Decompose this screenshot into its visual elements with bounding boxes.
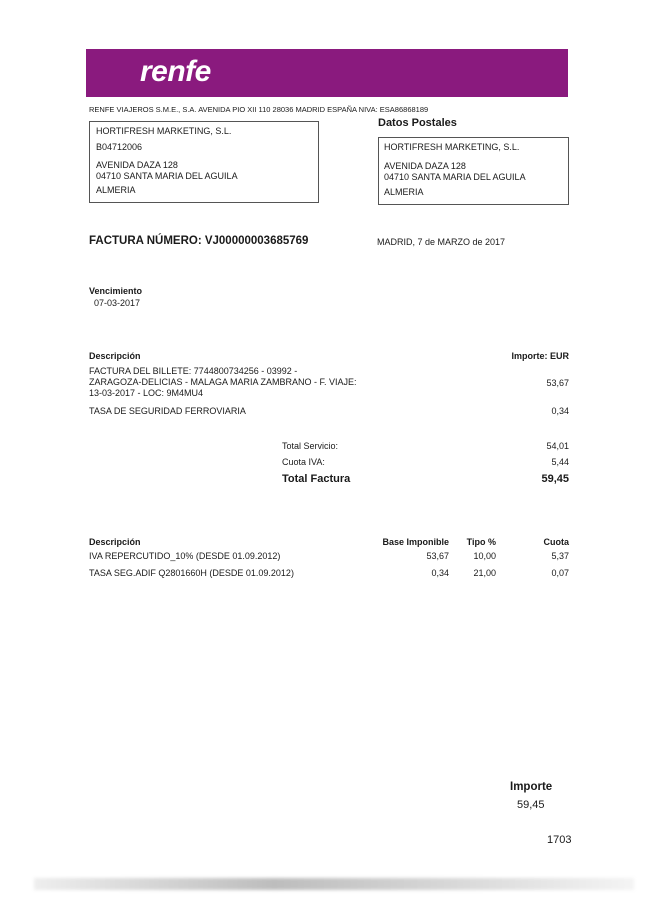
scan-bottom-strip (34, 878, 634, 890)
tax-row-rate: 21,00 (473, 568, 496, 578)
tax-quota-header: Cuota (543, 537, 569, 547)
client-province: ALMERIA (96, 185, 136, 195)
postal-name: HORTIFRESH MARKETING, S.L. (384, 142, 520, 152)
item-amount: 53,67 (546, 378, 569, 388)
postal-data-title: Datos Postales (378, 117, 457, 129)
item-desc-line: FACTURA DEL BILLETE: 7744800734256 - 03992 - (89, 366, 298, 376)
invoice-total-value: 59,45 (541, 473, 569, 485)
postal-city: 04710 SANTA MARIA DEL AGUILA (384, 172, 526, 182)
due-date-value: 07-03-2017 (94, 298, 141, 308)
invoice-number-title: FACTURA NÚMERO: VJ00000003685769 (89, 235, 309, 247)
client-street: AVENIDA DAZA 128 (96, 160, 178, 170)
tax-row-base: 0,34 (431, 568, 449, 578)
summary-amount-label: Importe (510, 781, 553, 793)
item-row: TASA DE SEGURIDAD FERROVIARIA (89, 406, 246, 416)
tax-row-desc: IVA REPERCUTIDO_10% (DESDE 01.09.2012) (89, 551, 281, 561)
total-service-label: Total Servicio: (282, 441, 339, 451)
items-amount-header: Importe: EUR (511, 351, 569, 361)
company-address-line: RENFE VIAJEROS S.M.E., S.A. AVENIDA PIO XII 110 28036 MADRID ESPAÑA NIVA: ESA86868189 (89, 105, 429, 114)
client-name: HORTIFRESH MARKETING, S.L. (96, 126, 232, 136)
summary-amount-value: 59,45 (517, 799, 545, 811)
invoice-total-label: Total Factura (282, 473, 351, 485)
item-row (89, 366, 357, 399)
items-desc-header: Descripción (89, 351, 141, 361)
tax-row-quota: 5,37 (551, 551, 569, 561)
due-date-label: Vencimiento (89, 286, 143, 296)
item-desc-line: 13-03-2017 - LOC: 9M4MU4 (89, 388, 204, 398)
item-amount: 0,34 (551, 406, 569, 416)
postal-address-box (378, 137, 569, 205)
tax-row-desc: TASA SEG.ADIF Q2801660H (DESDE 01.09.2012) (89, 568, 294, 578)
tax-rate-header: Tipo % (466, 537, 496, 547)
vat-quota-value: 5,44 (551, 457, 569, 467)
client-address-box (89, 121, 319, 203)
item-desc-line: ZARAGOZA-DELICIAS - MALAGA MARIA ZAMBRANO - F. VIAJE: (89, 377, 357, 387)
postal-province: ALMERIA (384, 187, 424, 197)
total-service-value: 54,01 (546, 441, 569, 451)
document-code: 1703 (547, 834, 572, 846)
tax-row-quota: 0,07 (551, 568, 569, 578)
invoice-place-date: MADRID, 7 de MARZO de 2017 (377, 237, 506, 247)
tax-row-rate: 10,00 (473, 551, 496, 561)
vat-quota-label: Cuota IVA: (282, 457, 325, 467)
tax-base-header: Base Imponible (382, 537, 449, 547)
postal-street: AVENIDA DAZA 128 (384, 161, 466, 171)
tax-desc-header: Descripción (89, 537, 141, 547)
tax-row-base: 53,67 (426, 551, 449, 561)
client-city: 04710 SANTA MARIA DEL AGUILA (96, 171, 238, 181)
renfe-logo: renfe (140, 55, 211, 88)
client-tax-id: B04712006 (96, 142, 143, 152)
